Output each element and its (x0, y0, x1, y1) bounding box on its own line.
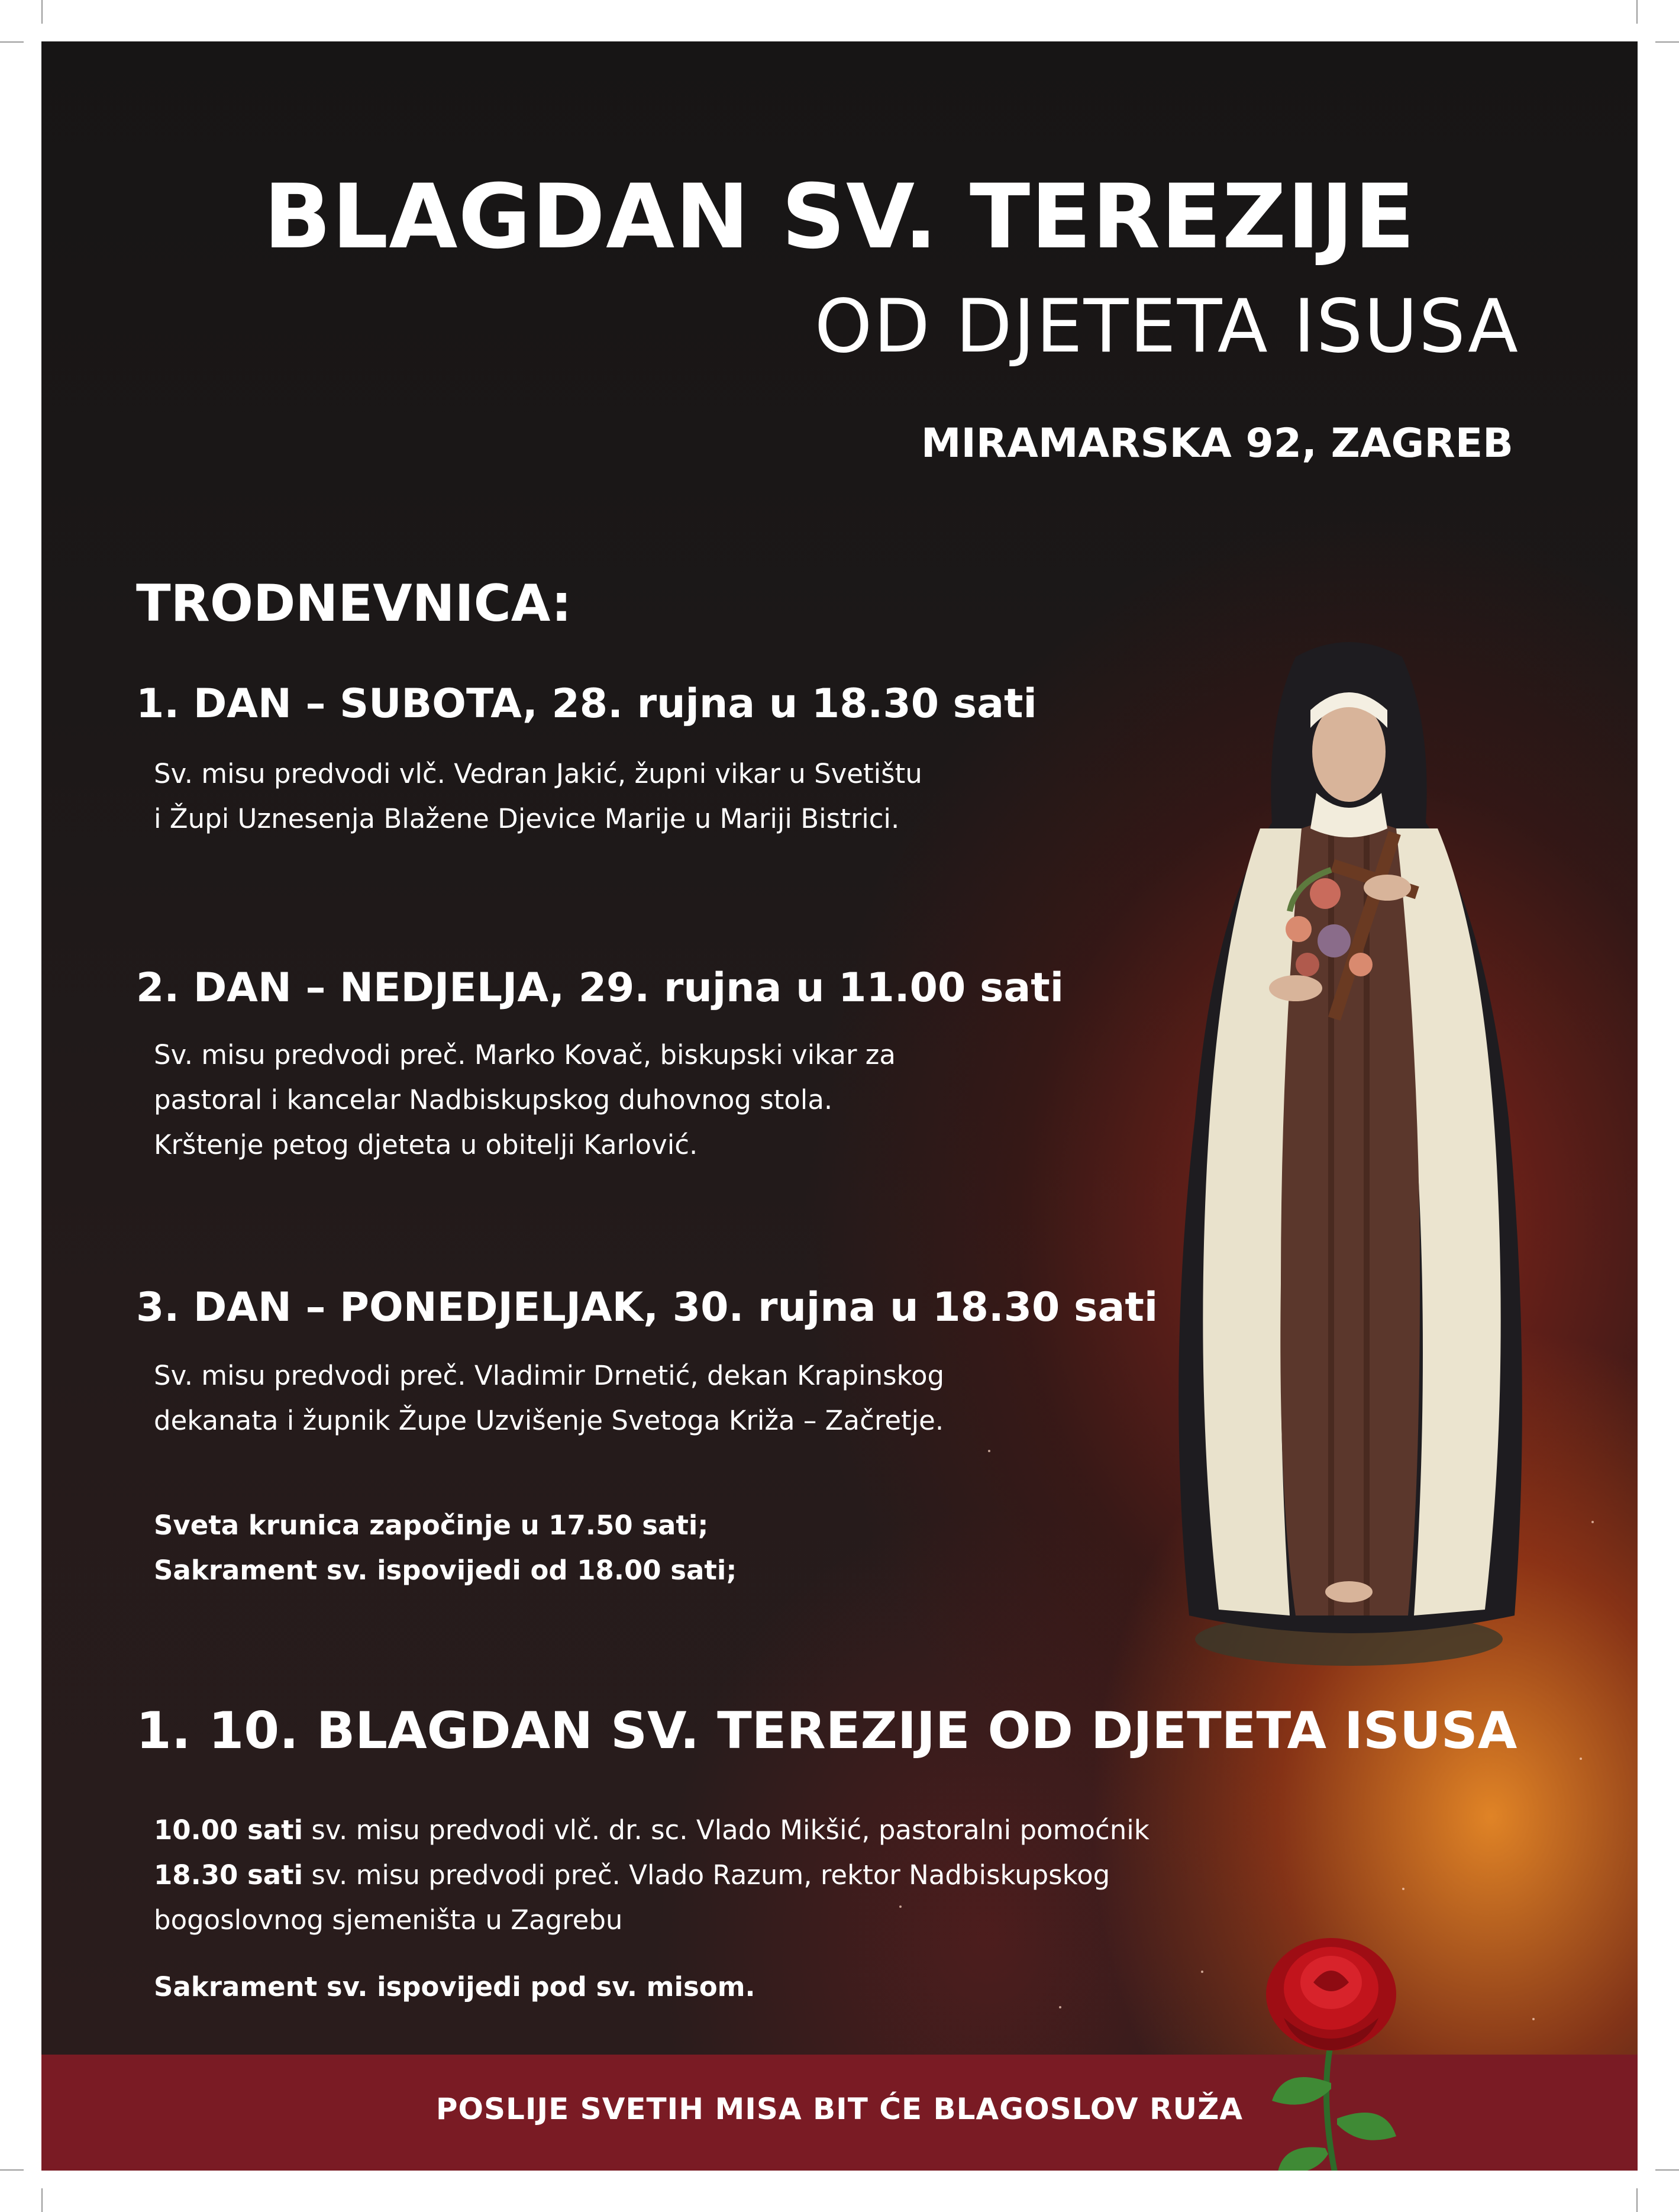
mass-time: 10.00 sati (154, 1814, 303, 1846)
spark (1201, 1971, 1203, 1973)
spark (1580, 1758, 1582, 1760)
spark (1591, 1521, 1594, 1523)
feast-masses (154, 1808, 1160, 1943)
crop-mark (0, 41, 24, 43)
spark (1532, 2018, 1535, 2020)
rose-image (1248, 1923, 1414, 2171)
mass-line (154, 1808, 1160, 1853)
mass-text: sv. misu predvodi vlč. dr. sc. Vlado Mikšić, pastoralni pomoćnik (303, 1814, 1150, 1846)
poster-title: BLAGDAN SV. TEREZIJE (263, 166, 1416, 269)
day-3-title: 3. DAN – PONEDJELJAK, 30. rujna u 18.30 sati (136, 1284, 1158, 1331)
crop-mark (1655, 41, 1679, 43)
feast-title: 1. 10. BLAGDAN SV. TEREZIJE OD DJETETA ISUSA (136, 1701, 1517, 1760)
description-line: Sv. misu predvodi preč. Vladimir Drnetić, dekan Krapinskog (154, 1360, 945, 1391)
crop-mark (1655, 2169, 1679, 2171)
crop-mark (1636, 0, 1638, 24)
address: MIRAMARSKA 92, ZAGREB (921, 420, 1513, 467)
description-line: dekanata i župnik Župe Uzvišenje Svetoga Križa – Začretje. (154, 1405, 944, 1436)
mass-line (154, 1853, 1160, 1898)
mass-time: 18.30 sati (154, 1859, 303, 1891)
trodnevnica-heading: TRODNEVNICA: (136, 574, 572, 633)
day-2-description (154, 1033, 1160, 1168)
crop-mark (41, 2188, 43, 2212)
description-line: pastoral i kancelar Nadbiskupskog duhovnog stola. (154, 1084, 833, 1115)
crop-mark (41, 0, 43, 24)
crop-mark (1636, 2188, 1638, 2212)
spark (1402, 1888, 1404, 1890)
mass-line-continuation: bogoslovnog sjemeništa u Zagrebu (154, 1904, 623, 1936)
footer-text: POSLIJE SVETIH MISA BIT ĆE BLAGOSLOV RUŽA (435, 2092, 1244, 2126)
day-2-title: 2. DAN – NEDJELJA, 29. rujna u 11.00 sati (136, 965, 1064, 1011)
note-line: Sveta krunica započinje u 17.50 sati; (154, 1510, 709, 1541)
feast-confession (154, 1965, 1160, 2010)
description-line: i Župi Uznesenja Blažene Djevice Marije u Mariji Bistrici. (154, 803, 900, 834)
saint-statue-image (1154, 633, 1544, 1669)
poster (41, 41, 1638, 2171)
description-line: Sv. misu predvodi vlč. Vedran Jakić, župni vikar u Svetištu (154, 758, 922, 789)
crop-mark (0, 2169, 24, 2171)
day-1-title: 1. DAN – SUBOTA, 28. rujna u 18.30 sati (136, 681, 1037, 727)
confession-line: Sakrament sv. ispovijedi pod sv. misom. (154, 1971, 755, 2003)
day-3-notes (154, 1503, 1160, 1593)
description-line: Krštenje petog djeteta u obitelji Karlović. (154, 1129, 698, 1160)
day-1-description (154, 752, 1160, 841)
day-3-description (154, 1353, 1160, 1443)
spark (988, 1450, 990, 1452)
note-line: Sakrament sv. ispovijedi od 18.00 sati; (154, 1555, 737, 1586)
poster-subtitle: OD DJETETA ISUSA (814, 284, 1519, 369)
description-line: Sv. misu predvodi preč. Marko Kovač, biskupski vikar za (154, 1039, 896, 1070)
mass-text: sv. misu predvodi preč. Vlado Razum, rektor Nadbiskupskog (303, 1859, 1110, 1891)
